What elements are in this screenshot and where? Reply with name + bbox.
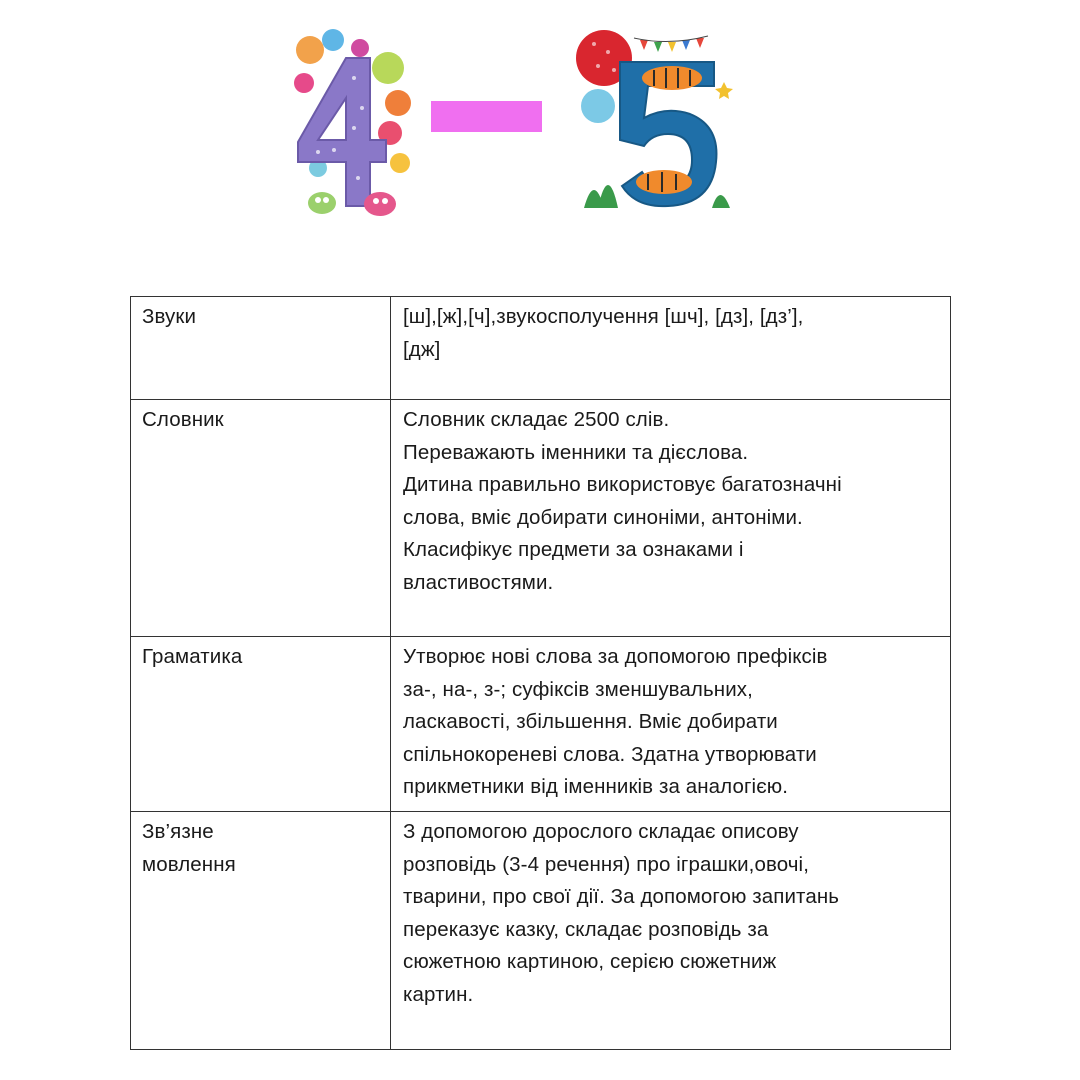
row-content-line: Переважають іменники та дієслова. bbox=[403, 440, 749, 464]
row-content-line: властивостями. bbox=[403, 570, 554, 594]
row-content-line: Класифікує предмети за ознаками і bbox=[403, 538, 744, 561]
row-content-cell bbox=[391, 637, 951, 812]
row-content-line: слова, вміє добирати синоніми, антоніми. bbox=[403, 505, 803, 529]
row-label-cell bbox=[131, 297, 391, 400]
row-content-line: З допомогою дорослого складає описову bbox=[403, 820, 799, 843]
row-content-line: прикметники від іменників за аналогією. bbox=[403, 775, 789, 798]
row-content-cell bbox=[391, 297, 951, 400]
row-content-line: [ш],[ж],[ч],звукосполучення [шч], [дз], [дз’], bbox=[403, 305, 804, 328]
number-four-illustration bbox=[288, 28, 416, 218]
row-content-line: за-, на-, з-; суфіксів зменшувальних, bbox=[403, 677, 753, 701]
row-content-line: тварини, про свої дії. За допомогою запитань bbox=[403, 885, 840, 908]
table-row bbox=[131, 400, 951, 637]
number-five-illustration bbox=[574, 22, 734, 212]
row-label-cell bbox=[131, 812, 391, 1050]
row-label-line: мовлення bbox=[142, 852, 236, 876]
row-content-cell bbox=[391, 812, 951, 1050]
table-row bbox=[131, 637, 951, 812]
row-label-line: Словник bbox=[142, 408, 224, 431]
row-content-line: ласкавості, збільшення. Вміє добирати bbox=[403, 710, 778, 733]
row-content-line: Дитина правильно використовує багатозначні bbox=[403, 473, 842, 496]
row-content-line: [дж] bbox=[403, 337, 441, 361]
row-label-cell bbox=[131, 400, 391, 637]
row-content-line: розповідь (3-4 речення) про іграшки,овочі, bbox=[403, 852, 810, 876]
row-content-cell bbox=[391, 400, 951, 637]
dash-separator bbox=[431, 101, 542, 132]
header-illustration bbox=[0, 0, 1080, 230]
row-label-line: Звуки bbox=[142, 305, 196, 328]
row-content-line: сюжетною картиною, серією сюжетниж bbox=[403, 950, 777, 973]
row-label-line: Зв’язне bbox=[142, 820, 214, 843]
row-content-line: переказує казку, складає розповідь за bbox=[403, 917, 769, 941]
row-content-line: спільнокореневі слова. Здатна утворювати bbox=[403, 742, 817, 766]
row-content-line: Утворює нові слова за допомогою префіксів bbox=[403, 645, 828, 668]
speech-development-table bbox=[130, 296, 951, 1050]
row-content-line: Словник складає 2500 слів. bbox=[403, 408, 670, 431]
row-label-line: Граматика bbox=[142, 645, 243, 668]
row-label-cell bbox=[131, 637, 391, 812]
table-row bbox=[131, 812, 951, 1050]
table-row bbox=[131, 297, 951, 400]
row-content-line: картин. bbox=[403, 982, 474, 1006]
